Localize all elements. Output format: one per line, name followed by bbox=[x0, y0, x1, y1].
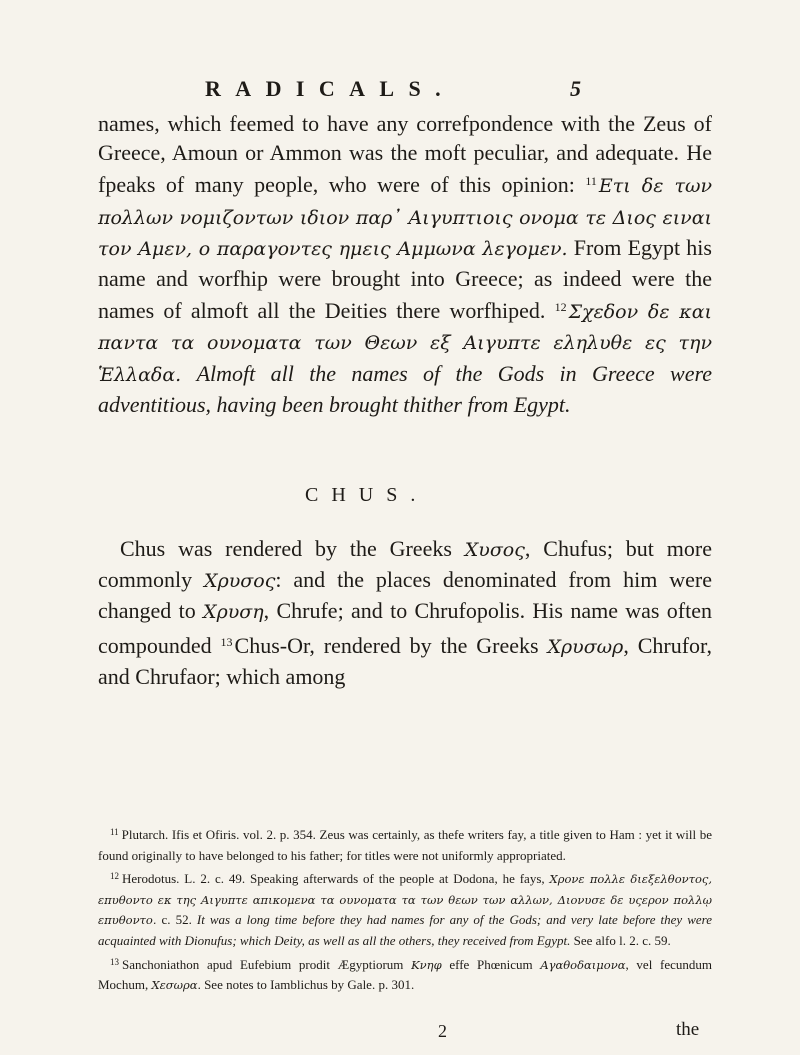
main-text-lower bbox=[98, 534, 712, 691]
footnote-text: . See notes to Iamblichus by Gale. p. 301. bbox=[197, 977, 415, 993]
greek-quotation: Ετι δε των πολλων νομιζοντων ιδιον παρ᾽ Αιγυπτιοις ονομα τε Διος ειναι τον Αμεν, ο παραγοντες ημεις Αμμωνα λεγομεν. bbox=[98, 175, 713, 260]
footnote-text: Sanchoniathon apud Eufebium prodit Ægyptiorum bbox=[122, 956, 412, 972]
footnote-text: effe Phœnicum bbox=[441, 956, 541, 972]
text-span: , Chufus; but more commonly bbox=[98, 536, 712, 593]
text-span: : and the places denominated from him were changed to bbox=[98, 567, 712, 624]
footnote-11 bbox=[98, 822, 712, 866]
paragraph-amoun bbox=[98, 109, 712, 419]
page-number: 5 bbox=[570, 76, 581, 101]
text-span: names, which feemed to have any correfpondence with the Zeus of Greece, Amoun or Ammon was the moft peculiar, and adequate. He fpeaks of many people, who were of this opinion: bbox=[98, 111, 712, 198]
text-span: , Chrufor, and Chrufaor; which among bbox=[98, 632, 712, 689]
main-text-upper bbox=[98, 109, 712, 419]
greek-word: Χυσος bbox=[464, 539, 525, 561]
text-span: Chus-Or, rendered by the Greeks bbox=[234, 632, 548, 658]
footnote-greek: Κνηφ bbox=[411, 957, 442, 972]
text-span: Chus was rendered by the Greeks bbox=[120, 536, 465, 561]
signature-mark: 2 bbox=[438, 1021, 447, 1041]
footnote-greek: Αγαθοδαιμονα bbox=[540, 957, 626, 972]
greek-quotation: Σχεδον δε και παντα τα ουνοματα των Θεων εξ Αιγυπτε εληλυθε ες την Ἑλλαδα. bbox=[98, 301, 712, 386]
footnote-text: , vel fecundum Mochum, bbox=[98, 956, 712, 993]
section-heading: CHUS. bbox=[305, 484, 429, 506]
footnotes bbox=[98, 822, 712, 996]
footnote-greek: Χρονε πολλε διεξελθοντος, επυθοντο εκ της Αιγυπτε απικομενα τα ουνοματα τα των θεων των αλλων, Διονυσε δε υςερον πολλῳ επυθοντο. bbox=[98, 872, 712, 928]
footnote-mark: 13 bbox=[110, 956, 119, 967]
greek-word: Χρυσος bbox=[204, 570, 276, 593]
footnote-greek: Χεσωρα bbox=[151, 978, 198, 993]
footnote-12 bbox=[98, 866, 712, 951]
running-header bbox=[205, 76, 581, 102]
footnote-mark: 11 bbox=[110, 827, 119, 837]
running-head-title: RADICALS. bbox=[205, 76, 456, 101]
footnote-ref-11: 11 bbox=[585, 174, 597, 189]
greek-word: Χρυσωρ bbox=[547, 635, 624, 658]
text-span: From Egypt his name and worfhip were brought into Greece; as indeed were the names of almoft all the Deities there worfhiped. bbox=[98, 234, 712, 324]
footnote-text: See alfo l. 2. c. 59. bbox=[570, 932, 671, 948]
footnote-text: Plutarch. Ifis et Ofiris. vol. 2. p. 354. Zeus was certainly, as thefe writers fay, a title given to Ham : yet it will be found originally to have belonged to his father; for titles were not uniformly appropriated. bbox=[98, 827, 712, 863]
italic-translation: Almoft all the names of the Gods in Greece were adventitious, having been brought thither from Egypt. bbox=[98, 360, 712, 417]
text-span: , Chrufe; and to Chrufopolis. His name was often compounded bbox=[98, 598, 713, 658]
footnote-text: Herodotus. L. 2. c. 49. Speaking afterwards of the people at Dodona, he fays, bbox=[122, 871, 550, 887]
catchword: the bbox=[676, 1019, 700, 1040]
footnote-ref-13: 13 bbox=[220, 634, 233, 649]
footnote-13 bbox=[98, 952, 712, 996]
footnote-ref-12: 12 bbox=[554, 300, 567, 315]
paragraph-chus bbox=[98, 534, 712, 691]
footnote-italic: It was a long time before they had names for any of the Gods; and very late before they were acquainted with Dionufus; which Deity, as well as all the others, they received from Egypt. bbox=[98, 912, 712, 948]
greek-word: Χρυση bbox=[203, 601, 264, 624]
footnote-mark: 12 bbox=[110, 871, 119, 882]
footnote-text: c. 52. bbox=[156, 912, 197, 928]
